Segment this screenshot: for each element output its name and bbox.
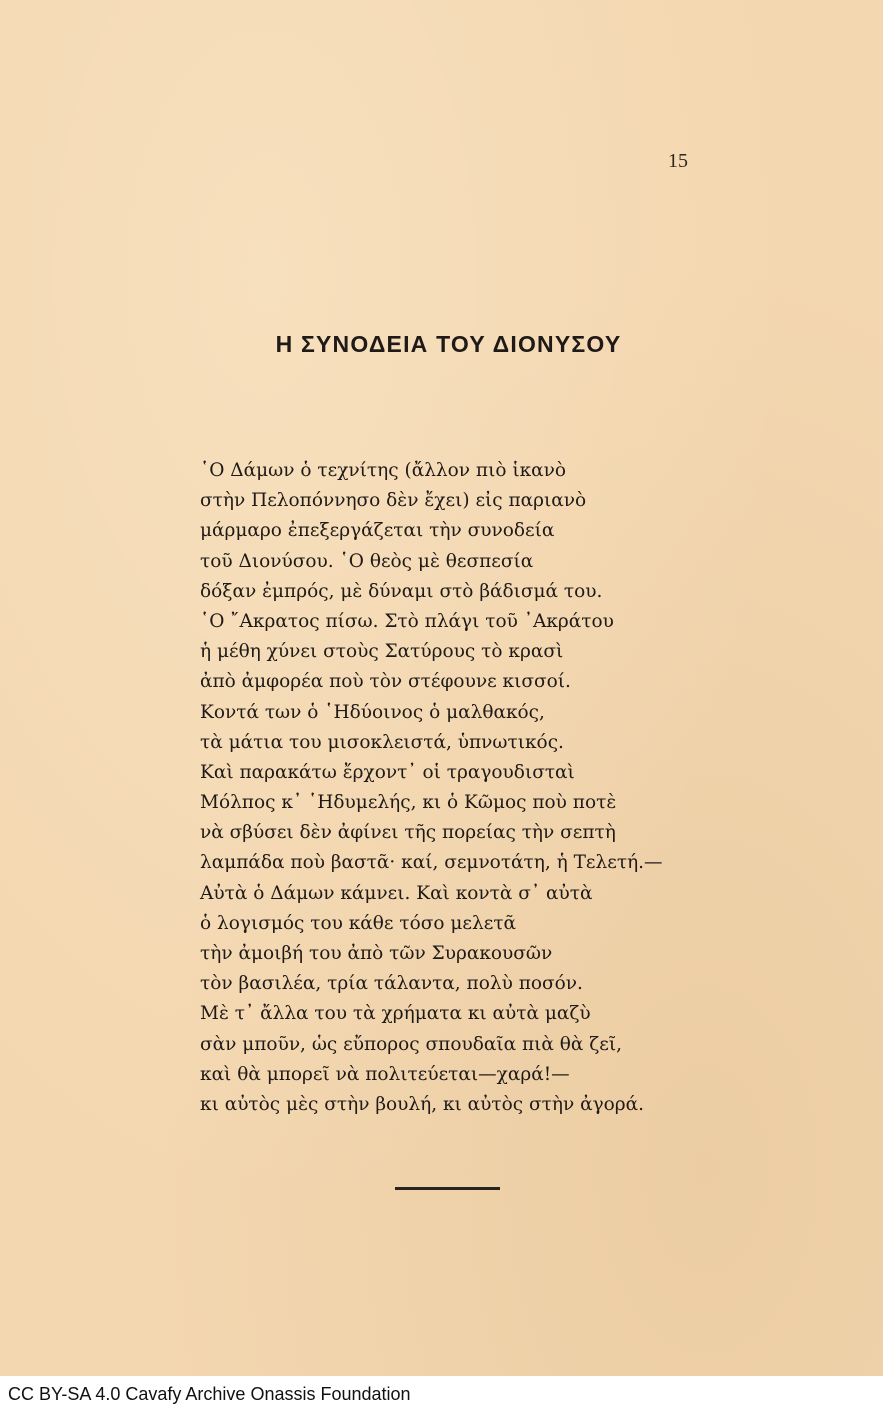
poem-line: κι αὐτὸς μὲς στὴν βουλή, κι αὐτὸς στὴν ἀγορά. bbox=[200, 1093, 645, 1115]
poem-line: δόξαν ἐμπρός, μὲ δύναμι στὸ βάδισμά του. bbox=[200, 580, 603, 602]
poem-line: τοῦ Διονύσου. ῾Ο θεὸς μὲ θεσπεσία bbox=[200, 550, 534, 572]
end-rule-divider bbox=[395, 1187, 500, 1190]
poem-line: Μὲ τ᾿ ἄλλα του τὰ χρήματα κι αὐτὰ μαζὺ bbox=[200, 1003, 591, 1025]
page-number: 15 bbox=[668, 150, 688, 172]
poem-line: Αὐτὰ ὁ Δάμων κάμνει. Καὶ κοντὰ σ᾿ αὐτὰ bbox=[200, 882, 593, 904]
license-text: CC BY-SA 4.0 Cavafy Archive Onassis Foundation bbox=[8, 1384, 411, 1404]
poem-line: τὰ μάτια του μισοκλειστά, ὑπνωτικός. bbox=[200, 731, 564, 753]
poem-line: ῾Ο ῎Ακρατος πίσω. Στὸ πλάγι τοῦ ᾿Ακράτου bbox=[200, 610, 614, 632]
poem-line: ἀπὸ ἀμφορέα ποὺ τὸν στέφουνε κισσοί. bbox=[200, 671, 571, 693]
poem-line: ὁ λογισμός του κάθε τόσο μελετᾶ bbox=[200, 912, 517, 934]
poem-line: Μόλπος κ᾿ ῾Ηδυμελής, κι ὁ Κῶμος ποὺ ποτὲ bbox=[200, 792, 617, 814]
poem-line: λαμπάδα ποὺ βαστᾶ· καί, σεμνοτάτη, ἡ Τελετή.— bbox=[200, 852, 663, 874]
poem-line: στὴν Πελοπόννησο δὲν ἔχει) εἰς παριανὸ bbox=[200, 490, 587, 512]
poem-line: Καὶ παρακάτω ἔρχοντ᾿ οἱ τραγουδισταὶ bbox=[200, 761, 575, 783]
poem-line: μάρμαρο ἐπεξεργάζεται τὴν συνοδεία bbox=[200, 520, 555, 542]
license-footer bbox=[0, 1376, 883, 1415]
poem-line: σὰν μποῦν, ὡς εὔπορος σπουδαῖα πιὰ θὰ ζεῖ, bbox=[200, 1033, 623, 1055]
poem-line: ῾Ο Δάμων ὁ τεχνίτης (ἄλλον πιὸ ἱκανὸ bbox=[200, 460, 567, 481]
poem-line: νὰ σβύσει δὲν ἀφίνει τῆς πορείας τὴν σεπτὴ bbox=[200, 822, 616, 844]
poem-line: Κοντά των ὁ ῾Ηδύοινος ὁ μαλθακός, bbox=[200, 701, 545, 723]
poem-line: καὶ θὰ μπορεῖ νὰ πολιτεύεται—χαρά!— bbox=[200, 1063, 570, 1085]
poem-line: τὴν ἀμοιβή του ἀπὸ τῶν Συρακουσῶν bbox=[200, 943, 553, 964]
poem-line: ἡ μέθη χύνει στοὺς Σατύρους τὸ κρασὶ bbox=[200, 641, 564, 663]
poem-line: τὸν βασιλέα, τρία τάλαντα, πολὺ ποσόν. bbox=[200, 973, 583, 995]
poem-title: Η ΣΥΝΟΔΕΙΑ ΤΟΥ ΔΙΟΝΥΣΟΥ bbox=[275, 331, 622, 357]
poem-body bbox=[200, 456, 680, 1120]
